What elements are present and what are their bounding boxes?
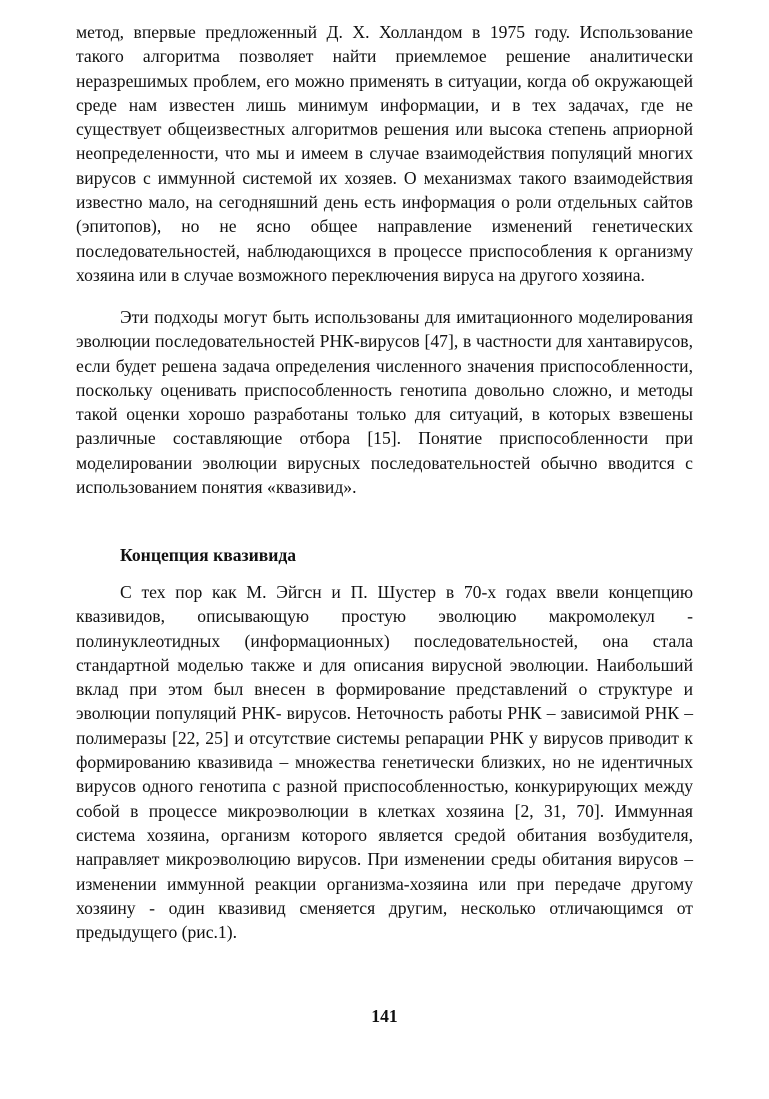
section-heading: Концепция квазивида: [120, 545, 297, 565]
paragraph-text: С тех пор как М. Эйгсн и П. Шустер в 70-х годах ввели концепцию квазивидов, описывающую простую эволюцию макромолекул - полинуклеотидных (информационных) последовательностей, она стала стандартной моделью также и для описания вирусной эволюции. Наибольший вклад при этом был внесен в формирование представлений о структуре и эволюции популяций РНК- вирусов. Неточность работы РНК – зависимой РНК – полимеразы [22, 25] и отсутствие системы репарации РНК у вирусов приводит к формированию квазивида – множества генетически близких, но не идентичных вирусов одного генотипа с разной приспособленностью, конкурирующих между собой в процессе микроэволюции в клетках хозяина [2, 31, 70]. Иммунная система хозяина, организм которого является средой обитания возбудителя, направляет микроэволюцию вирусов. При изменении среды обитания вирусов – изменении иммунной реакции организма-хозяина или при передаче другому хозяину - один квазивид сменяется другим, несколько отличающимся от предыдущего (рис.1).: [76, 582, 693, 943]
paragraph-quasispecies-concept: [76, 580, 693, 944]
paragraph-text: метод, впервые предложенный Д. Х. Холландом в 1975 году. Использование такого алгоритма позволяет найти приемлемое решение аналитически неразрешимых проблем, его можно применять в ситуации, когда об окружающей среде нам известен лишь минимум информации, и в тех задачах, где не существует общеизвестных алгоритмов решения или высока степень априорной неопределенности, что мы и имеем в случае взаимодействия популяций многих вирусов с иммунной системой их хозяев. О механизмах такого взаимодействия известно мало, на сегодняшний день есть информация о роли отдельных сайтов (эпитопов), но не ясно общее направление изменений генетических последовательностей, наблюдающихся в процессе приспособления к организму хозяина или в случае возможного переключения вируса на другого хозяина.: [76, 22, 693, 285]
page-number: 141: [371, 1006, 398, 1026]
paragraph-simulation-approaches: [76, 305, 693, 499]
paragraph-text: Эти подходы могут быть использованы для имитационного моделирования эволюции последовательностей РНК-вирусов [47], в частности для хантавирусов, если будет решена задача определения численного значения приспособленности, поскольку оценивать приспособленность генотипа довольно сложно, и методы такой оценки хорошо разработаны только для ситуаций, в которых взвешены различные составляющие отбора [15]. Понятие приспособленности при моделировании эволюции вирусных последовательностей обычно вводится с использованием понятия «квазивид».: [76, 307, 693, 498]
paragraph-continuation: [76, 20, 693, 287]
